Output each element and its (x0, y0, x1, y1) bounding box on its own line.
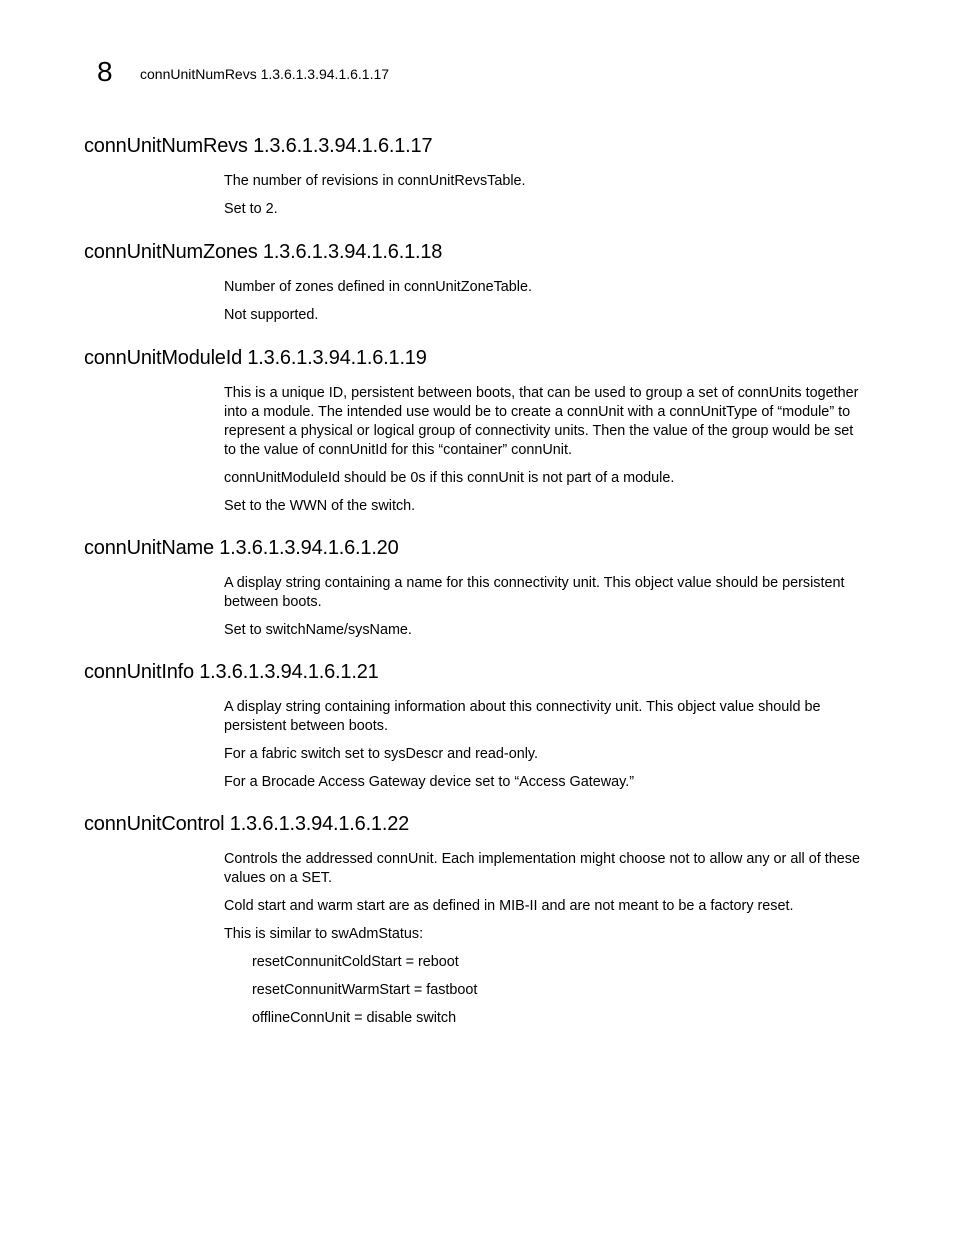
chapter-number: 8 (97, 56, 113, 87)
paragraph: Set to the WWN of the switch. (224, 498, 416, 514)
paragraph: Not supported. (224, 307, 319, 323)
section-body (224, 574, 869, 640)
paragraph: Controls the addressed connUnit. Each implementation might choose not to allow any or all of these values on a SET. (224, 851, 860, 886)
section-body (224, 278, 869, 325)
section-connunitnumrevs (84, 132, 874, 219)
section-title: connUnitName 1.3.6.1.3.94.1.6.1.20 (84, 537, 399, 559)
section-connunitnumzones (84, 238, 874, 325)
paragraph: Set to 2. (224, 201, 278, 217)
paragraph: The number of revisions in connUnitRevsTable. (224, 173, 526, 189)
section-title: connUnitNumRevs 1.3.6.1.3.94.1.6.1.17 (84, 135, 433, 157)
paragraph: This is similar to swAdmStatus: (224, 926, 424, 942)
section-title: connUnitInfo 1.3.6.1.3.94.1.6.1.21 (84, 661, 379, 683)
section-body (224, 698, 869, 792)
section-title: connUnitNumZones 1.3.6.1.3.94.1.6.1.18 (84, 241, 443, 263)
section-connunitmoduleid (84, 344, 874, 516)
section-title: connUnitControl 1.3.6.1.3.94.1.6.1.22 (84, 813, 410, 835)
paragraph: A display string containing information about this connectivity unit. This object value should be persistent between boots. (224, 699, 821, 734)
section-body (224, 384, 869, 516)
paragraph: Set to switchName/sysName. (224, 622, 412, 638)
paragraph: This is a unique ID, persistent between boots, that can be used to group a set of connUnits together into a module. The intended use would be to create a connUnit with a connUnitType of “module” to represent a physical or logical group of connectivity units. Then the value of the group would be set to the value of connUnitId for this “container” connUnit. (224, 385, 859, 458)
paragraph: connUnitModuleId should be 0s if this connUnit is not part of a module. (224, 470, 675, 486)
paragraph: Number of zones defined in connUnitZoneTable. (224, 279, 532, 295)
section-connunitcontrol (84, 810, 874, 1028)
section-connunitname (84, 534, 874, 640)
section-title: connUnitModuleId 1.3.6.1.3.94.1.6.1.19 (84, 347, 427, 369)
paragraph: For a fabric switch set to sysDescr and read-only. (224, 746, 539, 762)
paragraph: For a Brocade Access Gateway device set to “Access Gateway.” (224, 774, 635, 790)
page-header (97, 56, 389, 88)
paragraph: Cold start and warm start are as defined in MIB-II and are not meant to be a factory reset. (224, 898, 794, 914)
section-connunitinfo (84, 658, 874, 792)
paragraph: A display string containing a name for this connectivity unit. This object value should be persistent between boots. (224, 575, 845, 610)
mapping-item: resetConnunitColdStart = reboot (252, 954, 459, 970)
document-content (84, 132, 874, 1037)
mapping-item: resetConnunitWarmStart = fastboot (252, 982, 478, 998)
section-body (224, 172, 869, 219)
section-body (224, 850, 869, 1028)
running-title: connUnitNumRevs 1.3.6.1.3.94.1.6.1.17 (140, 65, 390, 82)
mapping-item: offlineConnUnit = disable switch (252, 1010, 457, 1026)
